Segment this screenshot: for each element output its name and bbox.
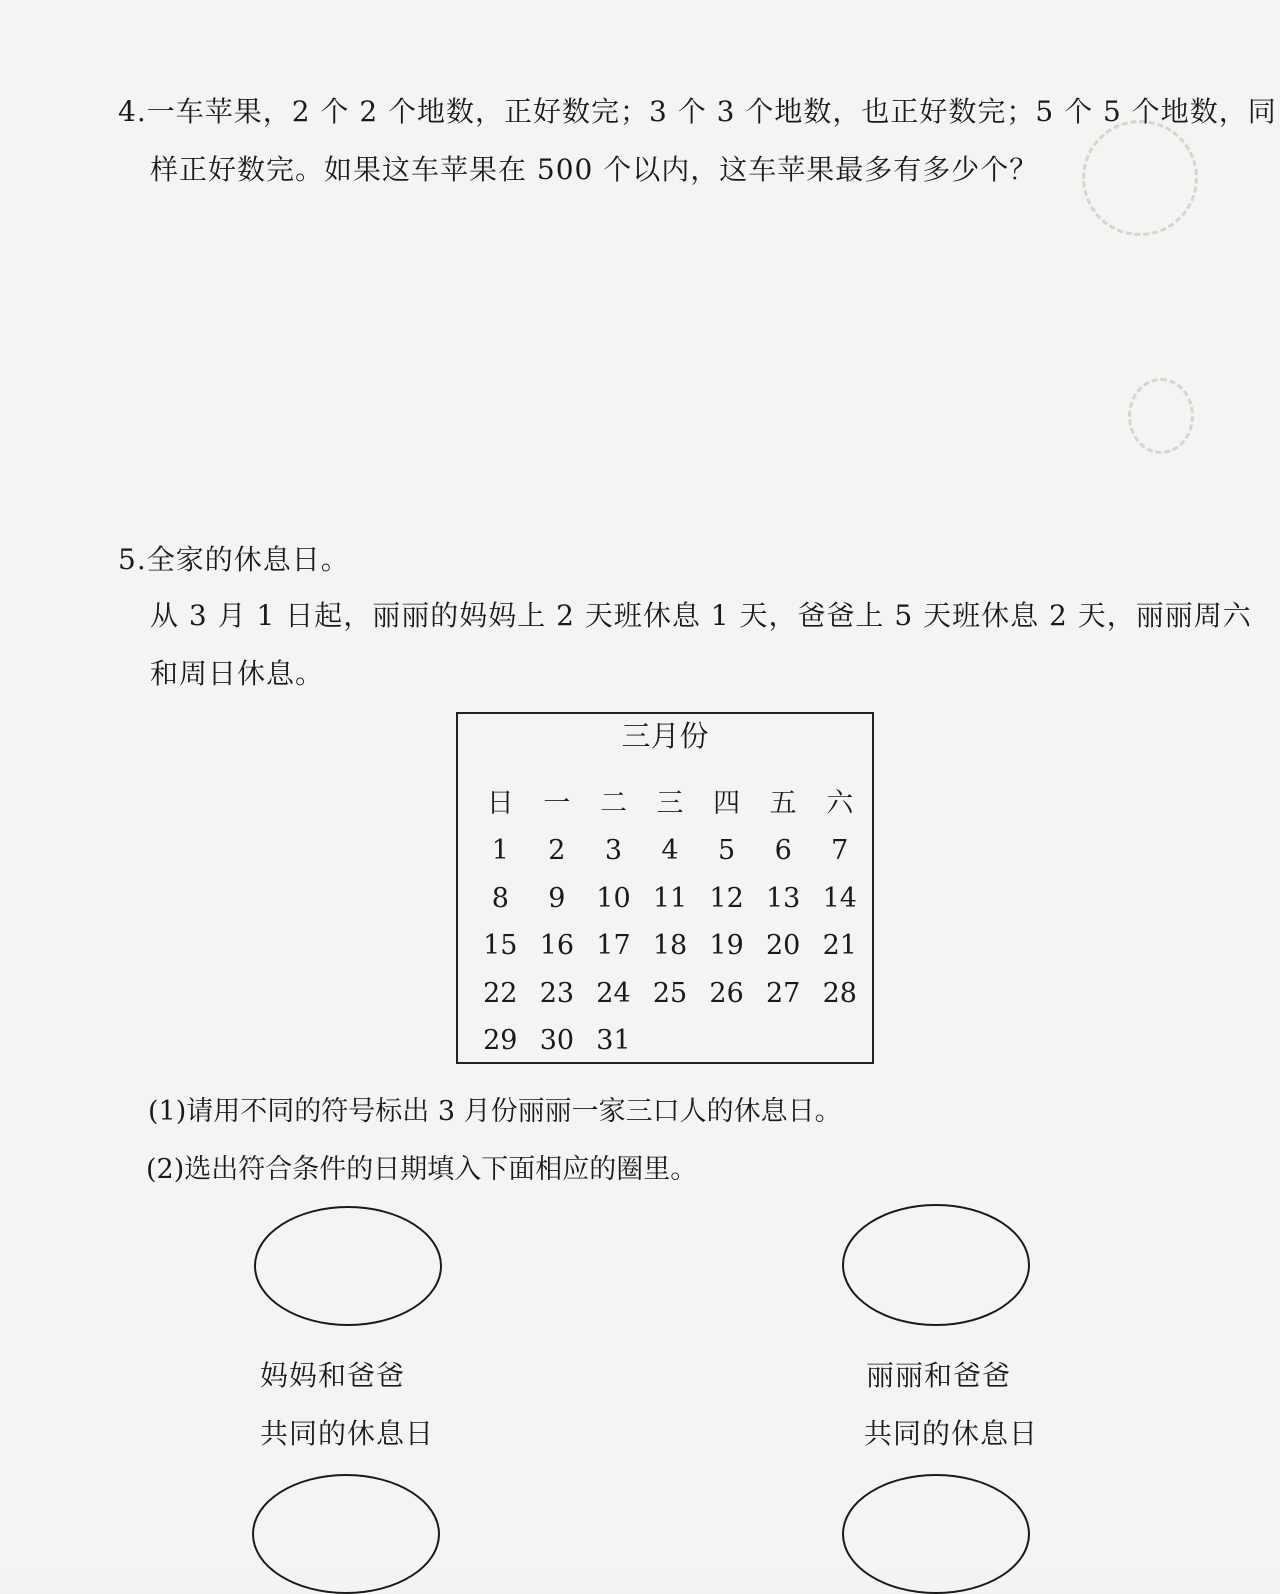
calendar-day: 23 — [539, 977, 575, 1009]
calendar-day: 17 — [596, 930, 631, 962]
calendar-day: 28 — [822, 977, 857, 1009]
calendar-day: 16 — [539, 930, 575, 962]
calendar-week-row — [472, 875, 868, 923]
answer-circle-bottom-right[interactable] — [842, 1474, 1030, 1594]
calendar-day: 11 — [652, 882, 688, 914]
calendar-day: 4 — [661, 835, 679, 867]
calendar-day: 24 — [596, 977, 631, 1009]
label-mom-dad-line-2: 共同的休息日 — [260, 1417, 435, 1450]
calendar-day: 25 — [652, 977, 688, 1009]
calendar-day: 27 — [766, 977, 801, 1009]
label-lili-dad-line-1: 丽丽和爸爸 — [866, 1359, 1012, 1392]
calendar-day: 8 — [491, 882, 509, 914]
weekday-mon: 一 — [543, 787, 571, 819]
calendar-day: 30 — [539, 1025, 575, 1057]
question-4-line-2: 样正好数完。如果这车苹果在 500 个以内，这车苹果最多有多少个？ — [150, 153, 1039, 186]
calendar-week-row — [472, 923, 868, 971]
calendar-week-row — [472, 828, 868, 876]
calendar-day: 9 — [548, 882, 566, 914]
calendar-day: 2 — [548, 835, 566, 867]
calendar-day: 21 — [822, 930, 857, 962]
calendar-day: 3 — [604, 835, 623, 867]
calendar-weekday-row — [472, 780, 868, 828]
calendar-week-row — [472, 970, 868, 1018]
calendar-day: 5 — [718, 835, 736, 867]
calendar-day: 12 — [709, 882, 744, 914]
calendar-day: 14 — [822, 882, 857, 914]
calendar-day: 22 — [483, 977, 518, 1009]
question-4-line-1: 4.一车苹果，2 个 2 个地数，正好数完；3 个 3 个地数，也正好数完；5 个 5 个地数，同 — [118, 95, 1277, 128]
answer-circle-bottom-left[interactable] — [252, 1474, 440, 1594]
calendar-day: 20 — [766, 930, 801, 962]
bleed-through-mark — [1128, 378, 1194, 454]
calendar-day: 31 — [596, 1025, 631, 1057]
calendar-day: 13 — [766, 882, 801, 914]
calendar-day: 19 — [709, 930, 744, 962]
answer-circle-lili-dad[interactable] — [842, 1204, 1030, 1326]
calendar-day: 6 — [774, 835, 792, 867]
label-lili-dad-line-2: 共同的休息日 — [864, 1417, 1039, 1450]
calendar-day: 10 — [596, 882, 631, 914]
calendar-day: 1 — [491, 835, 509, 867]
calendar-day: 29 — [483, 1025, 518, 1057]
calendar-day: 7 — [831, 835, 849, 867]
calendar-week-row — [472, 1018, 868, 1066]
march-calendar — [456, 712, 874, 1064]
calendar-day: 18 — [652, 930, 688, 962]
calendar-day: 26 — [709, 977, 744, 1009]
weekday-thu: 四 — [713, 787, 741, 819]
question-5-title: 5.全家的休息日。 — [118, 543, 350, 576]
question-5-line-2: 和周日休息。 — [150, 657, 325, 690]
question-5-line-1: 从 3 月 1 日起，丽丽的妈妈上 2 天班休息 1 天，爸爸上 5 天班休息 2 天，丽丽周六 — [150, 599, 1252, 632]
weekday-sun: 日 — [486, 787, 514, 819]
weekday-tue: 二 — [599, 787, 627, 819]
calendar-grid — [472, 780, 868, 1065]
sub-question-2: (2)选出符合条件的日期填入下面相应的圈里。 — [146, 1154, 698, 1185]
weekday-sat: 六 — [826, 787, 854, 819]
answer-circle-mom-dad[interactable] — [254, 1206, 442, 1326]
sub-question-1: (1)请用不同的符号标出 3 月份丽丽一家三口人的休息日。 — [148, 1096, 842, 1127]
bleed-through-stamp — [1082, 120, 1198, 236]
calendar-day: 15 — [483, 930, 518, 962]
weekday-wed: 三 — [656, 787, 684, 819]
label-mom-dad-line-1: 妈妈和爸爸 — [260, 1359, 406, 1392]
calendar-title: 三月份 — [621, 719, 709, 753]
weekday-fri: 五 — [769, 787, 797, 819]
